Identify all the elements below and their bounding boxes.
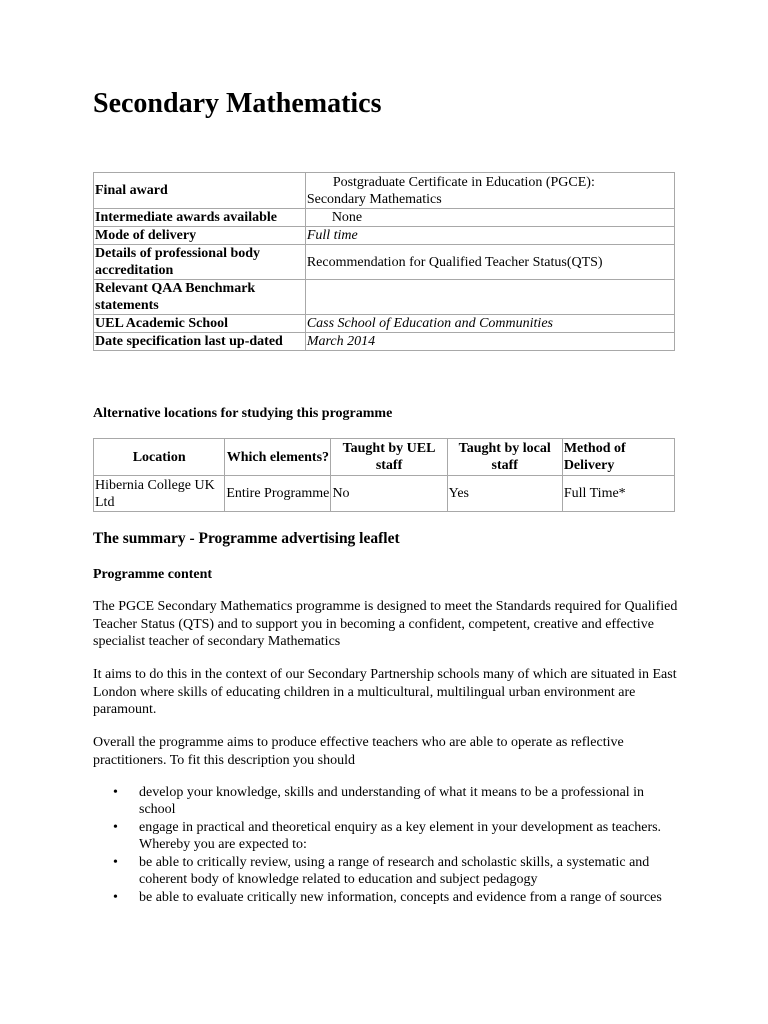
table-row [94,245,675,280]
table-header-row [94,439,675,476]
table-cell: No [331,476,447,512]
paragraph: The PGCE Secondary Mathematics programme is designed to meet the Standards required for Qualified Teacher Status (QTS) and to support you in becoming a confident, competent, creative and effective specialist teacher of secondary Mathematics [93,599,678,649]
spec-value: None [305,209,674,227]
table-row [94,209,675,227]
summary-heading: The summary - Programme advertising leaflet [93,530,400,547]
spec-key: Date specification last up-dated [94,333,306,351]
list-item-text: develop your knowledge, skills and understanding of what it means to be a professional in school [139,785,645,817]
column-header: Method of Delivery [562,439,674,476]
table-row [94,476,675,512]
spec-key: Relevant QAA Benchmark statements [94,280,306,315]
spec-key: Final award [94,173,306,209]
table-row [94,315,675,333]
column-header: Taught by local staff [447,439,562,476]
column-header: Location [94,439,225,476]
column-header: Which elements? [225,439,331,476]
spec-key: Mode of delivery [94,227,306,245]
list-item [93,854,683,888]
spec-value: Recommendation for Qualified Teacher Status(QTS) [305,245,674,280]
spec-value: March 2014 [305,333,674,351]
aims-list [93,784,683,907]
alt-locations-table [93,438,675,512]
paragraph: It aims to do this in the context of our Secondary Partnership schools many of which are situated in East London where skills of educating children in a multicultural, multilingual urban environment are paramount. [93,667,677,717]
spec-value [305,173,674,209]
list-item [93,784,683,818]
alt-locations-heading: Alternative locations for studying this programme [93,406,393,421]
table-row [94,227,675,245]
spec-key: UEL Academic School [94,315,306,333]
column-header: Taught by UEL staff [331,439,447,476]
table-row [94,173,675,209]
content-heading: Programme content [93,567,213,582]
spec-key: Intermediate awards available [94,209,306,227]
list-item [93,819,683,853]
spec-value: Full time [305,227,674,245]
table-cell: Hibernia College UK Ltd [94,476,225,512]
bullet-icon: • [113,855,118,870]
list-item-text: engage in practical and theoretical enquiry as a key element in your development as teachers. Whereby you are expected to: [139,820,662,852]
table-cell: Yes [447,476,562,512]
bullet-icon: • [113,820,118,835]
table-cell: Full Time* [562,476,674,512]
page-title: Secondary Mathematics [93,88,382,119]
spec-value [305,280,674,315]
list-item-text: be able to evaluate critically new information, concepts and evidence from a range of sources [139,890,662,905]
final-award-line2: Secondary Mathematics [306,191,442,207]
table-row [94,333,675,351]
list-item-text: be able to critically review, using a range of research and scholastic skills, a systematic and coherent body of knowledge related to education and subject pedagogy [139,855,650,887]
bullet-icon: • [113,785,118,800]
table-row [94,280,675,315]
spec-value: Cass School of Education and Communities [305,315,674,333]
spec-key: Details of professional body accreditation [94,245,306,280]
table-cell: Entire Programme [225,476,331,512]
bullet-icon: • [113,890,118,905]
list-item [93,889,683,906]
programme-spec-table [93,172,675,351]
final-award-line1: Postgraduate Certificate in Education (PGCE): [332,174,595,190]
paragraph: Overall the programme aims to produce effective teachers who are able to operate as reflective practitioners. To fit this description you should [93,735,624,768]
